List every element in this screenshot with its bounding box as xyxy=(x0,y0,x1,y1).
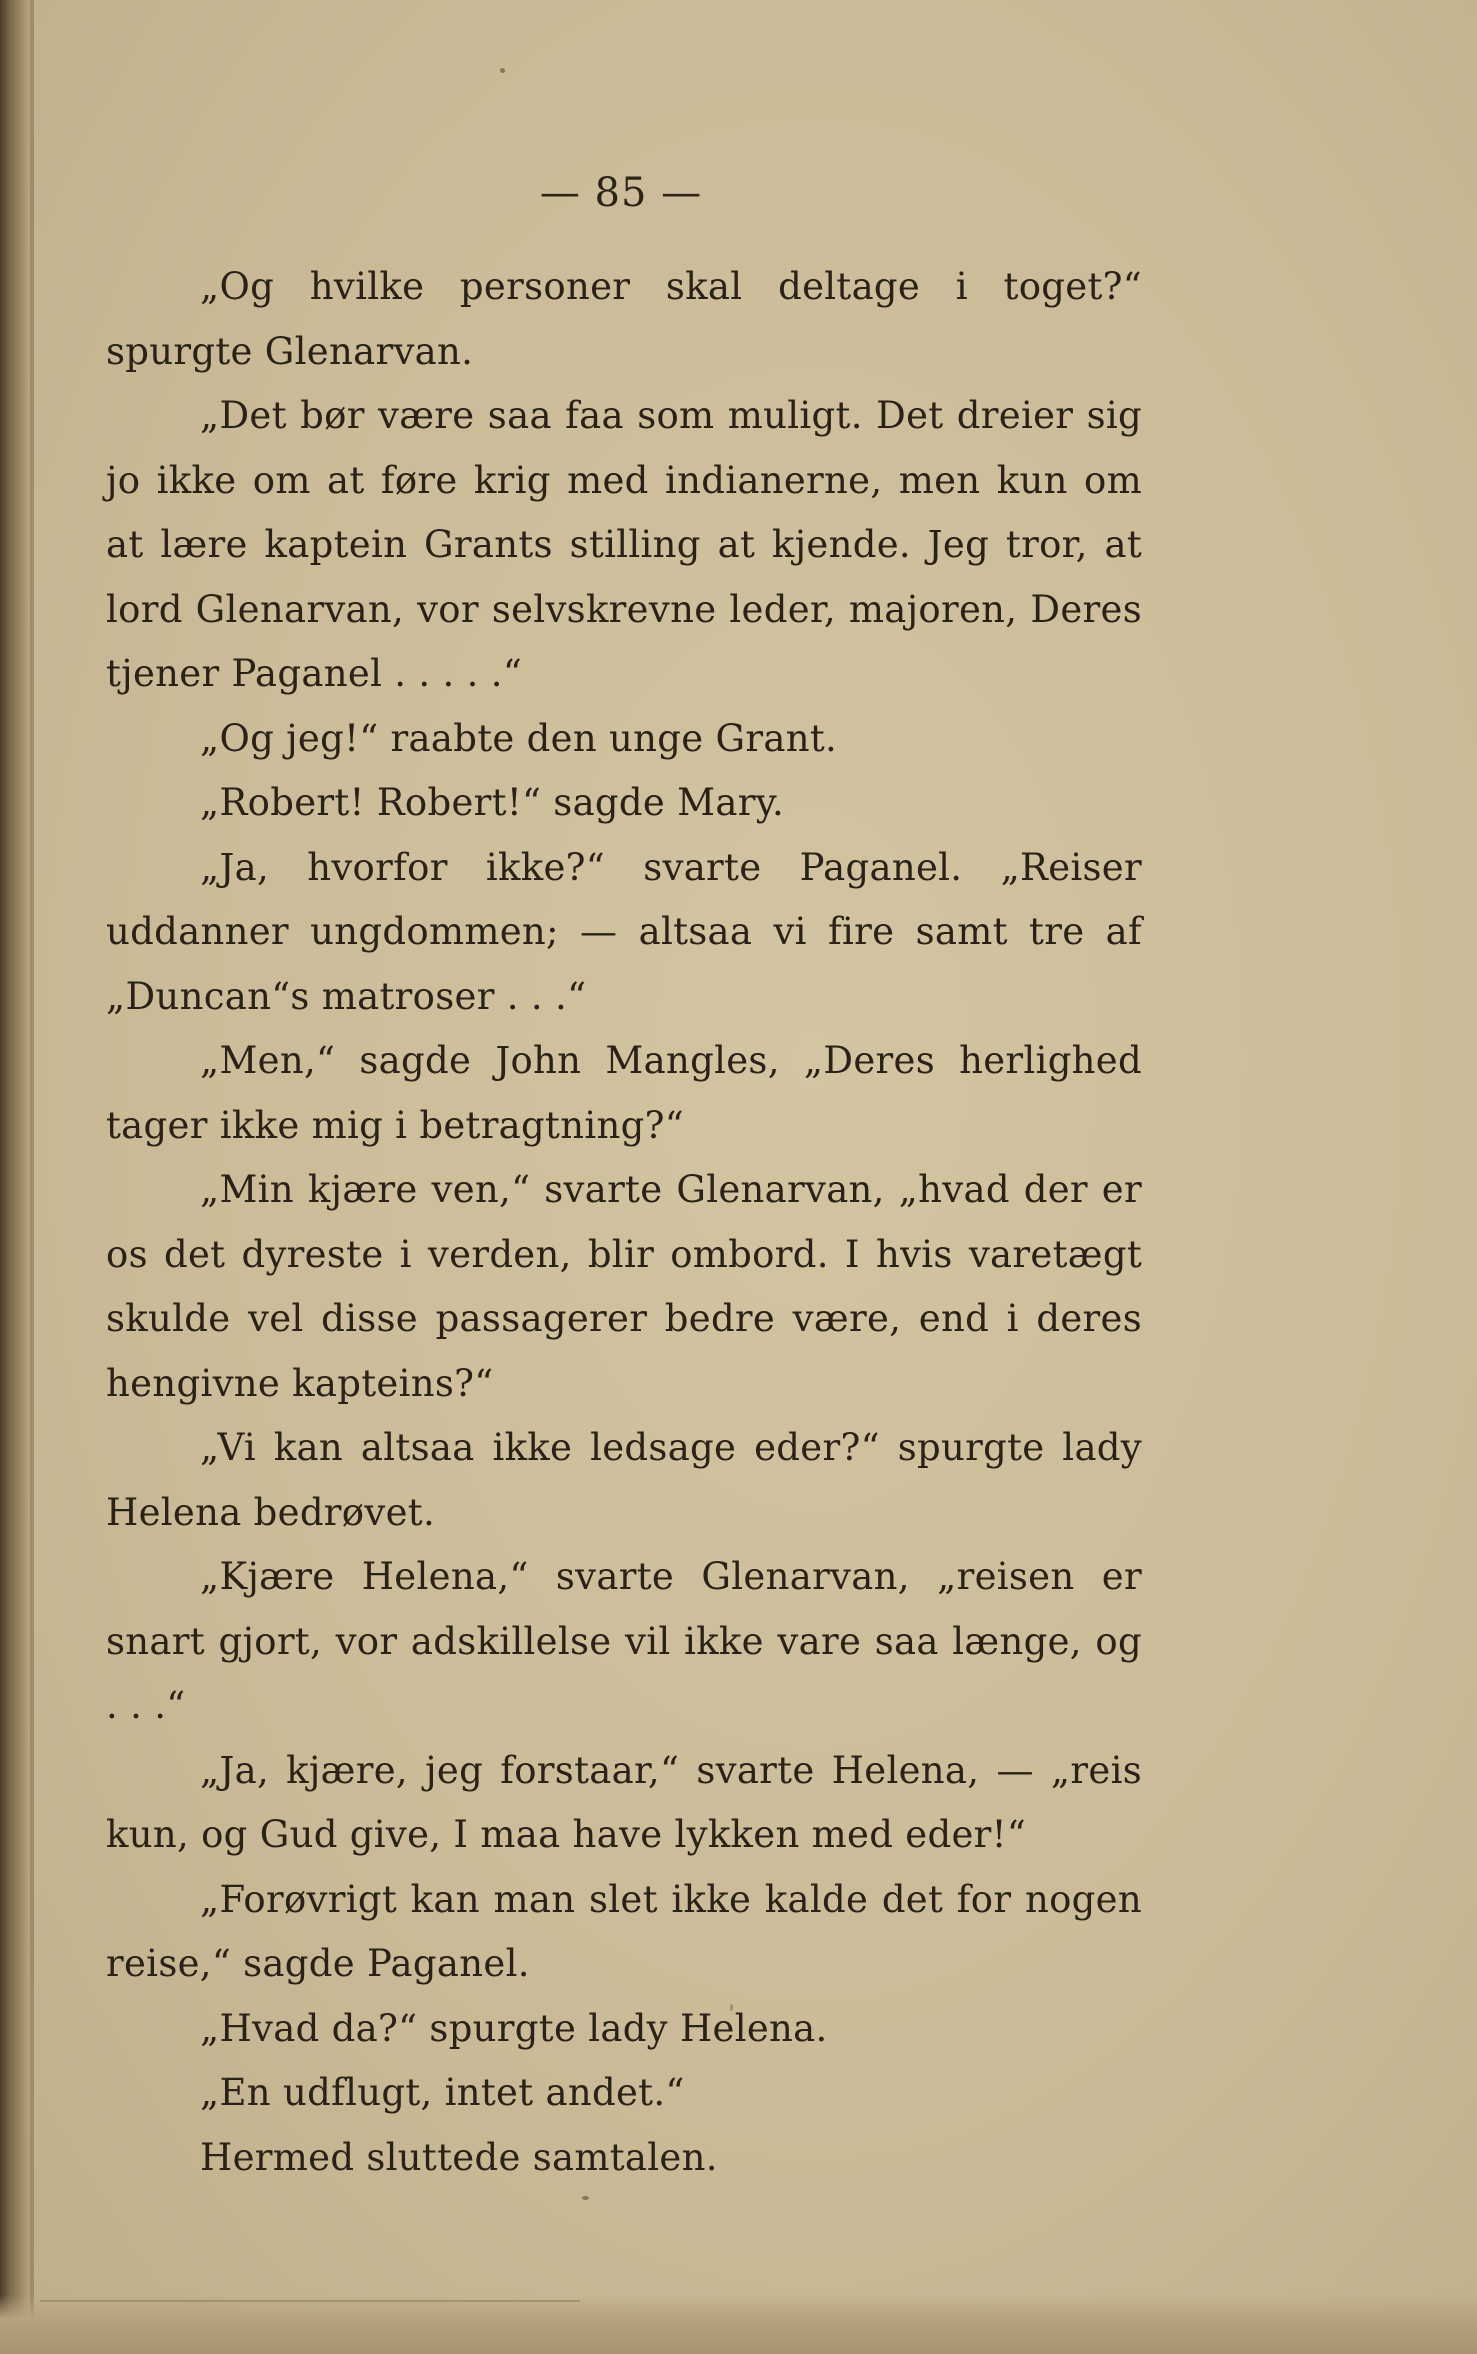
page-bottom-rule xyxy=(40,2300,580,2302)
paragraph: „Ja, hvorfor ikke?“ svarte Paganel. „Reiser uddanner ungdommen; — altsaa vi fire samt tre af „Duncan“s matroser . . .“ xyxy=(106,845,1142,1018)
paragraph: „Robert! Robert!“ sagde Mary. xyxy=(200,781,785,824)
paragraph: „Og jeg!“ raabte den unge Grant. xyxy=(200,716,838,760)
paragraph: „Forøvrigt kan man slet ikke kalde det for nogen reise,“ sagde Paganel. xyxy=(106,1877,1142,1985)
page-bottom-edge xyxy=(0,2295,1477,2354)
paragraph: „Vi kan altsaa ikke ledsage eder?“ spurgte lady Helena bedrøvet. xyxy=(106,1426,1142,1534)
paragraph: „Men,“ sagde John Mangles, „Deres herlighed tager ikke mig i betragtning?“ xyxy=(106,1039,1142,1147)
paragraph: „Det bør være saa faa som muligt. Det dreier sig jo ikke om at føre krig med indianerne, men kun om at lære kaptein Grants stilling at kjende. Jeg tror, at lord Glenarvan, vor selvskrevne leder, majoren, Deres tjener Paganel . . . . .“ xyxy=(106,394,1142,695)
paragraph: „Hvad da?“ spurgte lady Helena. xyxy=(200,2006,828,2050)
spine-edge-line xyxy=(30,0,34,2354)
paragraph: „Kjære Helena,“ svarte Glenarvan, „reisen er snart gjort, vor adskillelse vil ikke vare saa længe, og . . .“ xyxy=(106,1555,1142,1727)
paper-speck xyxy=(500,68,505,73)
paragraph: Hermed sluttede samtalen. xyxy=(200,2135,718,2179)
paper-speck xyxy=(582,2196,589,2200)
book-spine-shadow xyxy=(0,0,34,2354)
paragraph: „En udflugt, intet andet.“ xyxy=(200,2071,685,2114)
paragraph: „Min kjære ven,“ svarte Glenarvan, „hvad der er os det dyreste i verden, blir ombord. I hvis varetægt skulde vel disse passagerer bedre være, end i deres hengivne kapteins?“ xyxy=(106,1168,1142,1405)
paragraph: „Ja, kjære, jeg forstaar,“ svarte Helena, — „reis kun, og Gud give, I maa have lykken med eder!“ xyxy=(106,1748,1142,1856)
paragraph: „Og hvilke personer skal deltage i toget?“ spurgte Glenarvan. xyxy=(106,265,1142,373)
page-number: — 85 — xyxy=(539,170,703,216)
body-text xyxy=(106,255,1142,2190)
